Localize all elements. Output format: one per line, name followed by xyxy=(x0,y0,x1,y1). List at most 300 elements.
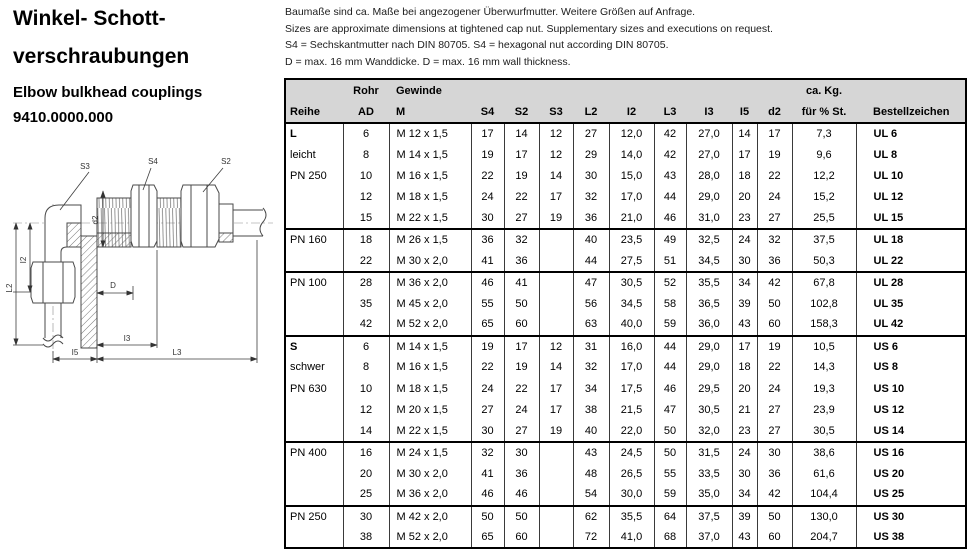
table-row xyxy=(285,123,966,144)
table-cell: 23 xyxy=(732,208,757,229)
table-cell: 34 xyxy=(732,272,757,293)
table-cell: 22 xyxy=(343,251,389,272)
table-row xyxy=(285,293,966,314)
table-cell: 67,8 xyxy=(792,272,856,293)
order-code: UL 12 xyxy=(856,187,966,208)
row-group-label xyxy=(285,399,343,420)
row-group-label xyxy=(285,208,343,229)
table-cell: M 14 x 1,5 xyxy=(389,144,471,165)
order-code: US 30 xyxy=(856,506,966,527)
table-cell: 64 xyxy=(654,506,686,527)
table-cell: 43 xyxy=(732,314,757,335)
table-cell: 43 xyxy=(573,442,609,463)
dim-label-s4: S4 xyxy=(148,157,158,166)
table-cell: 42 xyxy=(654,123,686,144)
table-cell: 50 xyxy=(654,442,686,463)
table-cell: 12 xyxy=(343,187,389,208)
row-group-label xyxy=(285,251,343,272)
table-cell: 37,5 xyxy=(686,506,732,527)
row-group-label xyxy=(285,463,343,484)
table-row xyxy=(285,484,966,505)
table-cell: 10 xyxy=(343,378,389,399)
note-line: D = max. 16 mm Wanddicke. D = max. 16 mm wall thickness. xyxy=(285,55,571,68)
table-cell: 30,0 xyxy=(609,484,654,505)
table-cell xyxy=(539,272,573,293)
table-cell: 6 xyxy=(343,336,389,357)
series-number: 9410.0000.000 xyxy=(13,109,114,126)
table-cell: 34 xyxy=(573,378,609,399)
table-cell: 46 xyxy=(504,484,539,505)
table-cell: 72 xyxy=(573,527,609,548)
table-row xyxy=(285,229,966,250)
table-cell: 38,6 xyxy=(792,442,856,463)
table-cell: 21 xyxy=(732,399,757,420)
dim-label-s3: S3 xyxy=(80,162,90,171)
table-cell: 48 xyxy=(573,463,609,484)
row-group-label xyxy=(285,421,343,442)
table-cell: 49 xyxy=(654,229,686,250)
table-cell: 22 xyxy=(504,187,539,208)
table-row xyxy=(285,144,966,165)
order-code: UL 42 xyxy=(856,314,966,335)
table-cell: 31 xyxy=(573,336,609,357)
table-cell: 29,0 xyxy=(686,357,732,378)
table-cell: 65 xyxy=(471,527,504,548)
table-cell: 14 xyxy=(343,421,389,442)
table-cell: 12 xyxy=(343,399,389,420)
table-cell: 20 xyxy=(732,378,757,399)
table-cell: 46 xyxy=(471,484,504,505)
table-cell: 51 xyxy=(654,251,686,272)
row-group-label: PN 250 xyxy=(290,170,327,183)
dim-label-d: D xyxy=(110,281,116,290)
table-cell: 19 xyxy=(757,336,792,357)
table-cell: 36 xyxy=(757,251,792,272)
table-cell: 19 xyxy=(504,357,539,378)
table-cell: 10,5 xyxy=(792,336,856,357)
table-cell: 22 xyxy=(504,378,539,399)
table-cell: 16,0 xyxy=(609,336,654,357)
table-cell: 55 xyxy=(654,463,686,484)
column-header: L2 xyxy=(573,101,609,123)
dim-label-s2: S2 xyxy=(221,157,231,166)
table-cell: 158,3 xyxy=(792,314,856,335)
table-cell: 27 xyxy=(504,208,539,229)
table-cell: 27,0 xyxy=(686,123,732,144)
table-cell: 31,0 xyxy=(686,208,732,229)
table-cell: 24 xyxy=(757,187,792,208)
table-cell: 35,5 xyxy=(686,272,732,293)
table-cell: 50 xyxy=(654,421,686,442)
note-line: Sizes are approximate dimensions at tightened cap nut. Supplementary sizes and executions on request. xyxy=(285,22,773,35)
table-cell: 32 xyxy=(573,357,609,378)
table-cell: 39 xyxy=(732,506,757,527)
order-code: UL 10 xyxy=(856,166,966,187)
table-cell: 32 xyxy=(573,187,609,208)
table-cell: 12 xyxy=(539,123,573,144)
table-cell: 35,0 xyxy=(686,484,732,505)
table-cell: 19,3 xyxy=(792,378,856,399)
table-cell: 17 xyxy=(539,378,573,399)
coupling-body xyxy=(97,185,266,247)
row-group-label: PN 160 xyxy=(285,229,343,250)
dim-label-i3: I3 xyxy=(123,334,131,343)
table-cell: 17 xyxy=(539,399,573,420)
table-cell: 16 xyxy=(343,442,389,463)
dimensions-table xyxy=(284,78,967,549)
header-cell-rohr: Rohr xyxy=(343,79,389,101)
table-cell: 34 xyxy=(732,484,757,505)
table-cell: M 26 x 1,5 xyxy=(389,229,471,250)
table-cell: 54 xyxy=(573,484,609,505)
table-cell: 38 xyxy=(573,399,609,420)
table-row xyxy=(285,208,966,229)
order-code: US 16 xyxy=(856,442,966,463)
table-cell: 60 xyxy=(504,527,539,548)
row-group-label: PN 250 xyxy=(285,506,343,527)
column-header: AD xyxy=(343,101,389,123)
row-group-label: PN 400 xyxy=(285,442,343,463)
table-cell: 15 xyxy=(343,208,389,229)
table-cell: 19 xyxy=(504,166,539,187)
table-cell: 23 xyxy=(732,421,757,442)
table-cell: 46 xyxy=(471,272,504,293)
table-cell: 36 xyxy=(757,463,792,484)
column-header: I5 xyxy=(732,101,757,123)
table-cell: 40 xyxy=(573,229,609,250)
table-cell: 22,0 xyxy=(609,421,654,442)
column-header: für % St. xyxy=(792,101,856,123)
table-cell: 42 xyxy=(343,314,389,335)
table-cell: 33,5 xyxy=(686,463,732,484)
table-cell: 41 xyxy=(471,463,504,484)
table-cell: M 22 x 1,5 xyxy=(389,421,471,442)
table-cell: M 42 x 2,0 xyxy=(389,506,471,527)
column-header: S3 xyxy=(539,101,573,123)
table-cell: 44 xyxy=(573,251,609,272)
header-cell xyxy=(856,79,966,101)
column-header: M xyxy=(389,101,471,123)
table-cell: 30,5 xyxy=(609,272,654,293)
table-cell: 14,0 xyxy=(609,144,654,165)
row-group-label xyxy=(285,527,343,548)
table-cell: 17 xyxy=(732,336,757,357)
table-cell: 24 xyxy=(757,378,792,399)
page-title-de-1: Winkel- Schott- xyxy=(13,7,166,30)
table-cell: 40 xyxy=(573,421,609,442)
table-cell xyxy=(539,484,573,505)
table-cell: 30 xyxy=(504,442,539,463)
table-cell: 32,0 xyxy=(686,421,732,442)
table-cell: 31,5 xyxy=(686,442,732,463)
table-cell: M 24 x 1,5 xyxy=(389,442,471,463)
table-row xyxy=(285,336,966,357)
table-cell: 28,0 xyxy=(686,166,732,187)
column-header: L3 xyxy=(654,101,686,123)
table-cell: 30 xyxy=(343,506,389,527)
table-cell: 27 xyxy=(757,421,792,442)
table-cell: 27,0 xyxy=(686,144,732,165)
table-cell: 25,5 xyxy=(792,208,856,229)
table-cell: 39 xyxy=(732,293,757,314)
row-group-label xyxy=(285,314,343,335)
table-cell: 41 xyxy=(471,251,504,272)
table-cell: 23,9 xyxy=(792,399,856,420)
table-cell: 19 xyxy=(471,336,504,357)
table-cell: 8 xyxy=(343,144,389,165)
table-cell: 102,8 xyxy=(792,293,856,314)
table-cell: 24 xyxy=(504,399,539,420)
table-cell: 27 xyxy=(504,421,539,442)
table-cell xyxy=(539,251,573,272)
row-group-label: schwer xyxy=(290,361,325,374)
column-header: Bestellzeichen xyxy=(856,101,966,123)
table-cell: 55 xyxy=(471,293,504,314)
table-cell: 52 xyxy=(654,272,686,293)
table-cell: 30 xyxy=(732,463,757,484)
table-row xyxy=(285,421,966,442)
table-cell: M 14 x 1,5 xyxy=(389,336,471,357)
table-cell: 43 xyxy=(654,166,686,187)
table-cell: 20 xyxy=(343,463,389,484)
table-cell: M 16 x 1,5 xyxy=(389,166,471,187)
table-cell: 12 xyxy=(539,144,573,165)
table-cell: 30,5 xyxy=(792,421,856,442)
table-cell: 17,5 xyxy=(609,378,654,399)
order-code: UL 22 xyxy=(856,251,966,272)
table-cell: 19 xyxy=(539,208,573,229)
table-cell: 22 xyxy=(757,166,792,187)
table-cell: 29,0 xyxy=(686,187,732,208)
table-row xyxy=(285,272,966,293)
dim-label-l2: L2 xyxy=(5,283,14,293)
table-cell: 46 xyxy=(654,378,686,399)
table-cell xyxy=(539,442,573,463)
table-cell: 41,0 xyxy=(609,527,654,548)
table-cell: 23,5 xyxy=(609,229,654,250)
table-cell: 17 xyxy=(732,144,757,165)
table-cell: 50 xyxy=(757,293,792,314)
table-cell: 24 xyxy=(732,442,757,463)
table-cell: 104,4 xyxy=(792,484,856,505)
table-header xyxy=(285,79,966,123)
table-cell: 15,2 xyxy=(792,187,856,208)
table-cell xyxy=(539,293,573,314)
table-cell: 27 xyxy=(757,208,792,229)
table-row xyxy=(285,527,966,548)
table-cell: 24 xyxy=(732,229,757,250)
table-cell: 42 xyxy=(654,144,686,165)
table-cell: 10 xyxy=(343,166,389,187)
table-cell: 30 xyxy=(757,442,792,463)
order-code: US 8 xyxy=(856,357,966,378)
table-cell: M 22 x 1,5 xyxy=(389,208,471,229)
table-cell: 12,0 xyxy=(609,123,654,144)
table-cell: 58 xyxy=(654,293,686,314)
header-cell-gewinde: Gewinde xyxy=(389,79,471,101)
table-row xyxy=(285,251,966,272)
order-code: US 25 xyxy=(856,484,966,505)
table-cell: 44 xyxy=(654,187,686,208)
table-cell: 204,7 xyxy=(792,527,856,548)
table-cell: M 36 x 2,0 xyxy=(389,484,471,505)
table-cell: 12 xyxy=(539,336,573,357)
table-cell: 29,5 xyxy=(686,378,732,399)
table-cell: 68 xyxy=(654,527,686,548)
notes-block xyxy=(285,4,773,70)
column-header: d2 xyxy=(757,101,792,123)
dim-label-i5: I5 xyxy=(71,348,79,357)
table-cell: 15,0 xyxy=(609,166,654,187)
table-row xyxy=(285,463,966,484)
order-code: US 14 xyxy=(856,421,966,442)
table-cell xyxy=(539,314,573,335)
table-cell: 47 xyxy=(573,272,609,293)
table-cell: 19 xyxy=(757,144,792,165)
table-cell: M 18 x 1,5 xyxy=(389,378,471,399)
table-cell: 17 xyxy=(504,144,539,165)
table-cell: 32 xyxy=(471,442,504,463)
table-cell: 29 xyxy=(573,144,609,165)
table-cell: 36,5 xyxy=(686,293,732,314)
dim-label-i2: I2 xyxy=(19,256,28,264)
table-cell: 38 xyxy=(343,527,389,548)
table-cell: 9,6 xyxy=(792,144,856,165)
table-row xyxy=(285,506,966,527)
table-cell: 22 xyxy=(757,357,792,378)
order-code: UL 8 xyxy=(856,144,966,165)
technical-drawing xyxy=(5,148,277,448)
table-cell: 50 xyxy=(504,293,539,314)
table-cell: 44 xyxy=(654,336,686,357)
table-cell: 62 xyxy=(573,506,609,527)
header-group-row xyxy=(285,79,966,101)
table-cell: 36,0 xyxy=(686,314,732,335)
table-row xyxy=(285,166,966,187)
dim-label-l3: L3 xyxy=(172,348,182,357)
table-cell: 41 xyxy=(504,272,539,293)
table-cell xyxy=(539,506,573,527)
column-header: S4 xyxy=(471,101,504,123)
table-cell: 25 xyxy=(343,484,389,505)
table-cell: 12,2 xyxy=(792,166,856,187)
table-cell: 28 xyxy=(343,272,389,293)
table-row xyxy=(285,357,966,378)
table-cell: 50 xyxy=(471,506,504,527)
table-row xyxy=(285,314,966,335)
table-cell: 61,6 xyxy=(792,463,856,484)
table-cell: 35,5 xyxy=(609,506,654,527)
table-row xyxy=(285,378,966,399)
row-group-label: S xyxy=(285,336,343,357)
table-cell: 30 xyxy=(732,251,757,272)
header-columns-row xyxy=(285,101,966,123)
order-code: US 38 xyxy=(856,527,966,548)
order-code: UL 28 xyxy=(856,272,966,293)
table-cell: 50 xyxy=(757,506,792,527)
table-cell: M 52 x 2,0 xyxy=(389,527,471,548)
table-cell: 19 xyxy=(539,421,573,442)
table-cell: 14 xyxy=(504,123,539,144)
table-cell xyxy=(539,463,573,484)
table-cell: 14 xyxy=(732,123,757,144)
header-cell-ca-kg: ca. Kg. xyxy=(792,79,856,101)
table-cell: 18 xyxy=(343,229,389,250)
table-row xyxy=(285,399,966,420)
table-cell: 50,3 xyxy=(792,251,856,272)
order-code: US 20 xyxy=(856,463,966,484)
table-row xyxy=(285,442,966,463)
column-header: I2 xyxy=(609,101,654,123)
table-cell: 27 xyxy=(757,399,792,420)
table-cell: 17,0 xyxy=(609,187,654,208)
table-cell: 30,5 xyxy=(686,399,732,420)
table-cell: 42 xyxy=(757,484,792,505)
table-cell: 44 xyxy=(654,357,686,378)
table-cell: 22 xyxy=(471,166,504,187)
table-cell: 27 xyxy=(573,123,609,144)
table-cell: 20 xyxy=(732,187,757,208)
table-cell: 34,5 xyxy=(609,293,654,314)
table-cell: 19 xyxy=(471,144,504,165)
table-cell: 27 xyxy=(471,399,504,420)
row-group-label xyxy=(285,484,343,505)
order-code: UL 35 xyxy=(856,293,966,314)
note-line: Baumaße sind ca. Maße bei angezogener Überwurfmutter. Weitere Größen auf Anfrage. xyxy=(285,6,696,18)
table-cell: M 30 x 2,0 xyxy=(389,251,471,272)
order-code: US 10 xyxy=(856,378,966,399)
row-group-label xyxy=(285,293,343,314)
table-cell: 43 xyxy=(732,527,757,548)
table-cell: M 30 x 2,0 xyxy=(389,463,471,484)
table-cell: M 36 x 2,0 xyxy=(389,272,471,293)
table-cell: 35 xyxy=(343,293,389,314)
table-cell: 60 xyxy=(757,527,792,548)
table-cell: M 12 x 1,5 xyxy=(389,123,471,144)
table-cell: 14,3 xyxy=(792,357,856,378)
table-cell: 60 xyxy=(504,314,539,335)
page-title-en: Elbow bulkhead couplings xyxy=(13,84,203,101)
table-cell: 17 xyxy=(757,123,792,144)
table-cell: 32 xyxy=(757,229,792,250)
table-cell: M 20 x 1,5 xyxy=(389,399,471,420)
row-group-label: PN 100 xyxy=(285,272,343,293)
table-cell: 32 xyxy=(504,229,539,250)
table-cell: 36 xyxy=(573,208,609,229)
elbow-body xyxy=(31,205,81,347)
table-cell: 17 xyxy=(539,187,573,208)
bulkhead-wall xyxy=(81,236,97,348)
table-cell: 40,0 xyxy=(609,314,654,335)
table-cell: 24 xyxy=(471,187,504,208)
table-cell: 34,5 xyxy=(686,251,732,272)
table-cell xyxy=(539,229,573,250)
table-cell: M 52 x 2,0 xyxy=(389,314,471,335)
table-cell: 18 xyxy=(732,166,757,187)
table-cell: 59 xyxy=(654,484,686,505)
dim-label-d2: d2 xyxy=(91,215,100,225)
table-cell: 21,0 xyxy=(609,208,654,229)
table-cell: 36 xyxy=(471,229,504,250)
table-cell: 37,0 xyxy=(686,527,732,548)
row-group-label xyxy=(285,187,343,208)
page-title-de-2: verschraubungen xyxy=(13,45,190,68)
table-cell: 7,3 xyxy=(792,123,856,144)
table-cell: 17 xyxy=(504,336,539,357)
table-cell: 47 xyxy=(654,399,686,420)
row-group-label: PN 630 xyxy=(290,382,327,395)
table-cell: 30 xyxy=(471,421,504,442)
